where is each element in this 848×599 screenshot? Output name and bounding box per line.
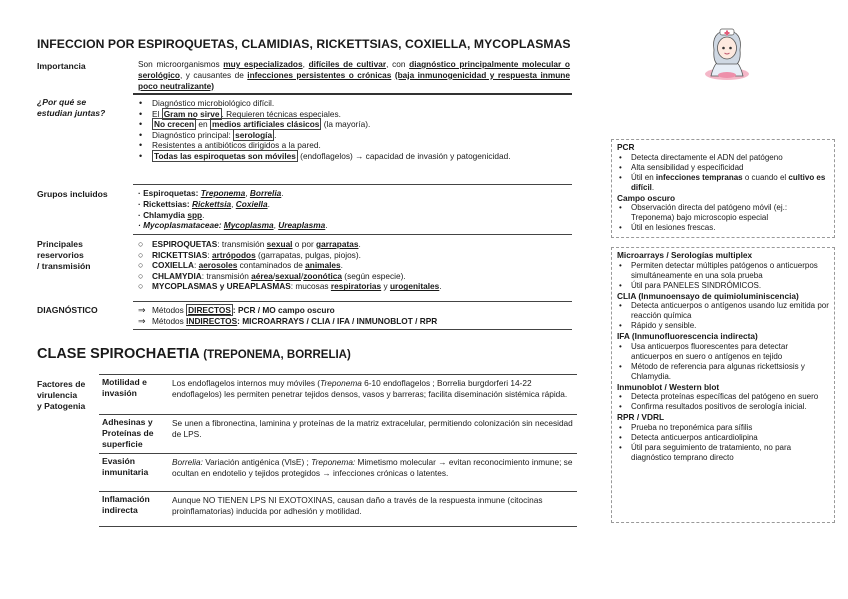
panel-title-clia: CLIA (Inmunoensayo de quimioluminiscencia) (617, 290, 799, 301)
list-item: • Útil para PANELES SINDRÓMICOS. (617, 281, 829, 291)
panel-title-pcr: PCR (617, 142, 635, 152)
campo-list (617, 203, 829, 233)
pcr-list (617, 153, 829, 193)
list-item: • Método de referencia para algunas rickettsiosis y Chlamydia. (617, 362, 829, 382)
list-item: • Usa anticuerpos fluorescentes para detectar anticuerpos en suero o antígenos en tejido (617, 342, 829, 362)
list-item: • Útil en lesiones frescas. (617, 223, 829, 233)
list-item: • Prueba no treponémica para sífilis (617, 423, 829, 433)
divider (133, 301, 572, 302)
clase-title: CLASE SPIROCHAETIA (TREPONEMA, BORRELIA) (37, 346, 351, 362)
reservorios-label: Principales reservorios / transmisión (37, 239, 91, 271)
row-text-adhesinas: Se unen a fibronectina, laminina y proteínas de la matriz extracelular, permitiendo colonización sin necesidad de LPS. (172, 418, 573, 439)
clia-list (617, 301, 829, 331)
list-item: • Alta sensibilidad y especificidad (617, 163, 829, 173)
list-item: • Detecta proteínas específicas del patógeno en suero (617, 392, 829, 402)
panel-title-blot: Inmunoblot / Western blot (617, 381, 720, 392)
nurse-mascot-logo (697, 24, 757, 84)
page-title: INFECCION POR ESPIROQUETAS, CLAMIDIAS, RICKETTSIAS, COXIELLA, MYCOPLASMAS (37, 37, 571, 51)
list-item: • Permiten detectar múltiples patógenos o anticuerpos simultáneamente en una sola prueba (617, 261, 829, 281)
list-item: • Útil para seguimiento de tratamiento, no para diagnóstico temprano directo (617, 443, 829, 463)
list-item: • Detecta anticuerpos anticardiolipina (617, 433, 829, 443)
row-label-inflamacion: Inflamación indirecta (102, 494, 150, 515)
list-item: • No crecen en medios artificiales clásicos (la mayoría). (136, 119, 570, 130)
row-text-motilidad: Los endoflagelos internos muy móviles (Treponema 6-10 endoflagelos ; Borrelia burgdorferi 14-22 endoflagelos) les permiten penetrar tejidos densos, vasos y barreras; facilita diseminación sistémica rápida. (172, 378, 568, 399)
list-item: • Detecta directamente el ADN del patógeno (617, 153, 829, 163)
importancia-label: Importancia (37, 61, 86, 71)
blot-list (617, 392, 829, 412)
ifa-list (617, 342, 829, 382)
list-item: • Rápido y sensible. (617, 321, 829, 331)
panel-title-ifa: IFA (Inmunofluorescencia indirecta) (617, 331, 758, 341)
diagnostico-label: DIAGNÓSTICO (37, 305, 98, 315)
diagnostico-list (136, 305, 570, 326)
list-item: • Diagnóstico principal: serología . (136, 130, 570, 141)
por-que-list (136, 98, 570, 162)
list-item: ○ COXIELLA: aerosoles contaminados de animales. (136, 260, 570, 271)
list-item: • Detecta anticuerpos o antígenos usando luz emitida por reacción química (617, 301, 829, 321)
list-item: ○ MYCOPLASMAS y UREAPLASMAS: mucosas respiratorias y urogenitales. (136, 281, 570, 292)
panel-directos (611, 139, 835, 238)
list-item: • Útil en infecciones tempranas o cuando el cultivo es difícil. (617, 173, 829, 193)
row-label-evasion: Evasión inmunitaria (102, 456, 149, 477)
list-item: ○ ESPIROQUETAS: transmisión sexual o por garrapatas. (136, 239, 570, 250)
divider (133, 234, 572, 235)
list-item: • Todas las espiroquetas son móviles (endoflagelos) → capacidad de invasión y patogenicidad. (136, 151, 570, 162)
divider (99, 453, 577, 454)
list-item: ○ CHLAMYDIA: transmisión aérea/sexual/zoonótica (según especie). (136, 271, 570, 282)
list-item: • Confirma resultados positivos de serología inicial. (617, 402, 829, 412)
reservorios-list (136, 239, 570, 292)
divider (99, 491, 577, 492)
divider (99, 414, 577, 415)
list-item: • El Gram no sirve . Requieren técnicas especiales. (136, 109, 570, 120)
divider (99, 374, 577, 375)
divider (99, 526, 577, 527)
list-item: • Diagnóstico microbiológico difícil. (136, 98, 570, 109)
row-label-adhesinas: Adhesinas y Proteínas de superficie (102, 417, 154, 449)
rpr-list (617, 423, 829, 463)
importancia-text: Son microorganismos muy especializados, difíciles de cultivar, con diagnóstico principalmente molecular o serológico, y causantes de infecciones persistentes o crónicas (baja inmunogenicidad y respuesta inmune poco neutralizante) (138, 59, 571, 91)
list-item: ○ RICKETTSIAS: artrópodos (garrapatas, pulgas, piojos). (136, 250, 570, 261)
list-item: • Observación directa del patógeno móvil (ej.: Treponema) bajo microscopio especial (617, 203, 829, 223)
row-text-inflamacion: Aunque NO TIENEN LPS NI EXOTOXINAS, causan daño a través de la respuesta inmune (citocinas proinflamatorias) inducida por adhesión y motilidad. (172, 495, 543, 516)
list-item: • Resistentes a antibióticos dirigidos a la pared. (136, 140, 570, 151)
grupos-label: Grupos incluidos (37, 189, 108, 199)
panel-title-campo: Campo oscuro (617, 192, 676, 203)
divider (133, 93, 572, 95)
por-que-label: ¿Por qué se estudian juntas? (37, 97, 106, 118)
row-label-motilidad: Motilidad e invasión (102, 377, 147, 398)
grupos-list: · Espiroquetas: Treponema, Borrelia. · Rickettsias: Rickettsia, Coxiella. · Chlamydia spp. · Mycoplasmataceae: Mycoplasma, Ureaplasma. (138, 188, 328, 231)
list-item: ⇒ Métodos INDIRECTOS: MICROARRAYS / CLIA / IFA / INMUNOBLOT / RPR (136, 316, 570, 327)
panel-indirectos (611, 247, 835, 523)
virulencia-label: Factores de virulencia y Patogenia (37, 379, 86, 411)
list-item: ⇒ Métodos DIRECTOS : PCR / MO campo oscuro (136, 305, 570, 316)
divider (133, 184, 572, 185)
row-text-evasion: Borrelia: Variación antigénica (VlsE) ; Treponema: Mimetismo molecular → evitan reconocimiento inmune; se ocultan en endotelio y tejidos protegidos → infecciones crónicas o latentes. (172, 457, 573, 478)
panel-title-rpr: RPR / VDRL (617, 412, 665, 422)
panel-title-micro: Microarrays / Serologías multiplex (617, 250, 753, 260)
micro-list (617, 261, 829, 291)
divider (133, 329, 572, 330)
